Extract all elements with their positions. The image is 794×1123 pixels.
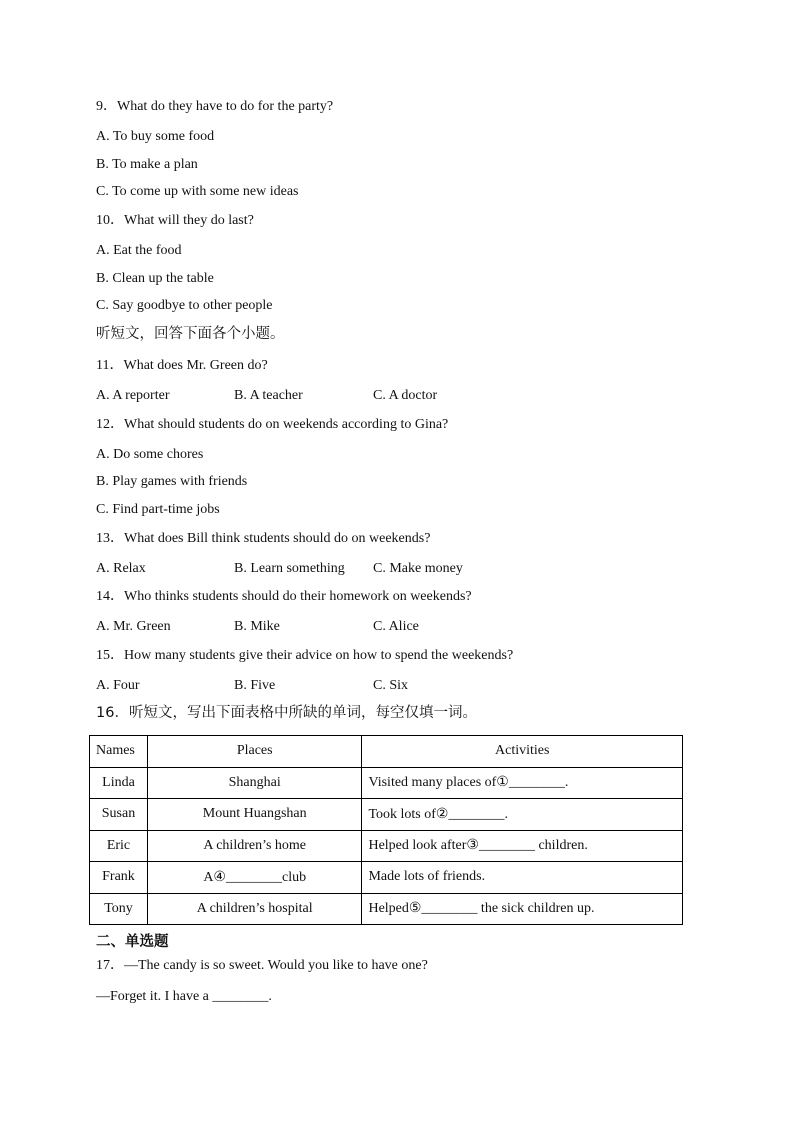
question-12-option-a: A. Do some chores [96,447,204,462]
header-names: Names [90,736,148,768]
cell-activity: Made lots of friends. [362,862,683,894]
question-11-option-a: A. A reporter [96,388,170,403]
question-14-option-a: A. Mr. Green [96,619,171,634]
table-row [90,830,683,862]
question-17-line-2: —Forget it. I have a ________. [96,989,272,1004]
question-13-options [96,560,596,578]
question-17-line-1: 17．—The candy is so sweet. Would you like to have one? [96,958,428,973]
cell-place: A children’s home [147,830,362,862]
header-activities: Activities [362,736,683,768]
question-13-option-c: C. Make money [373,561,463,576]
question-12-stem: 12．What should students do on weekends according to Gina? [96,417,449,432]
question-13-stem: 13．What does Bill think students should do on weekends? [96,531,431,546]
table-header-row [90,736,683,768]
question-12-option-c: C. Find part-time jobs [96,502,220,517]
cell-activity[interactable]: Visited many places of①________. [362,767,683,799]
table-row [90,862,683,894]
question-14-options [96,618,596,636]
question-16-stem: 16．听短文，写出下面表格中所缺的单词，每空仅填一词。 [96,705,477,721]
cell-name: Tony [90,893,148,925]
cell-name: Linda [90,767,148,799]
table-row [90,799,683,831]
question-9-option-b: B. To make a plan [96,157,198,172]
cell-activity[interactable]: Helped⑤________ the sick children up. [362,893,683,925]
cell-activity[interactable]: Helped look after③________ children. [362,830,683,862]
question-12-option-b: B. Play games with friends [96,474,248,489]
question-15-option-a: A. Four [96,678,140,693]
question-14-option-c: C. Alice [373,619,419,634]
section-2-title: 二、单选题 [96,934,169,950]
question-15-option-b: B. Five [234,678,276,693]
question-15-stem: 15．How many students give their advice on how to spend the weekends? [96,648,514,663]
question-14-option-b: B. Mike [234,619,280,634]
question-15-options [96,677,596,695]
cell-name: Frank [90,862,148,894]
question-9-option-c: C. To come up with some new ideas [96,184,299,199]
question-10-option-b: B. Clean up the table [96,271,214,286]
question-11-option-c: C. A doctor [373,388,438,403]
question-11-option-b: B. A teacher [234,388,303,403]
cell-place[interactable]: A④________club [147,862,362,894]
question-11-options [96,387,596,405]
cell-place: A children’s hospital [147,893,362,925]
header-places: Places [147,736,362,768]
cell-place: Shanghai [147,767,362,799]
question-9-stem: 9．What do they have to do for the party? [96,99,334,114]
question-10-stem: 10．What will they do last? [96,213,254,228]
table-row [90,893,683,925]
cell-name: Susan [90,799,148,831]
question-14-stem: 14．Who thinks students should do their homework on weekends? [96,589,472,604]
table-row [90,767,683,799]
question-10-option-a: A. Eat the food [96,243,182,258]
question-13-option-a: A. Relax [96,561,146,576]
question-10-option-c: C. Say goodbye to other people [96,298,273,313]
question-11-stem: 11．What does Mr. Green do? [96,358,268,373]
cell-name: Eric [90,830,148,862]
listening-instruction: 听短文，回答下面各个小题。 [96,326,285,342]
question-15-option-c: C. Six [373,678,409,693]
cell-activity[interactable]: Took lots of②________. [362,799,683,831]
question-13-option-b: B. Learn something [234,561,345,576]
cell-place: Mount Huangshan [147,799,362,831]
question-9-option-a: A. To buy some food [96,129,215,144]
fill-in-table [89,735,683,925]
